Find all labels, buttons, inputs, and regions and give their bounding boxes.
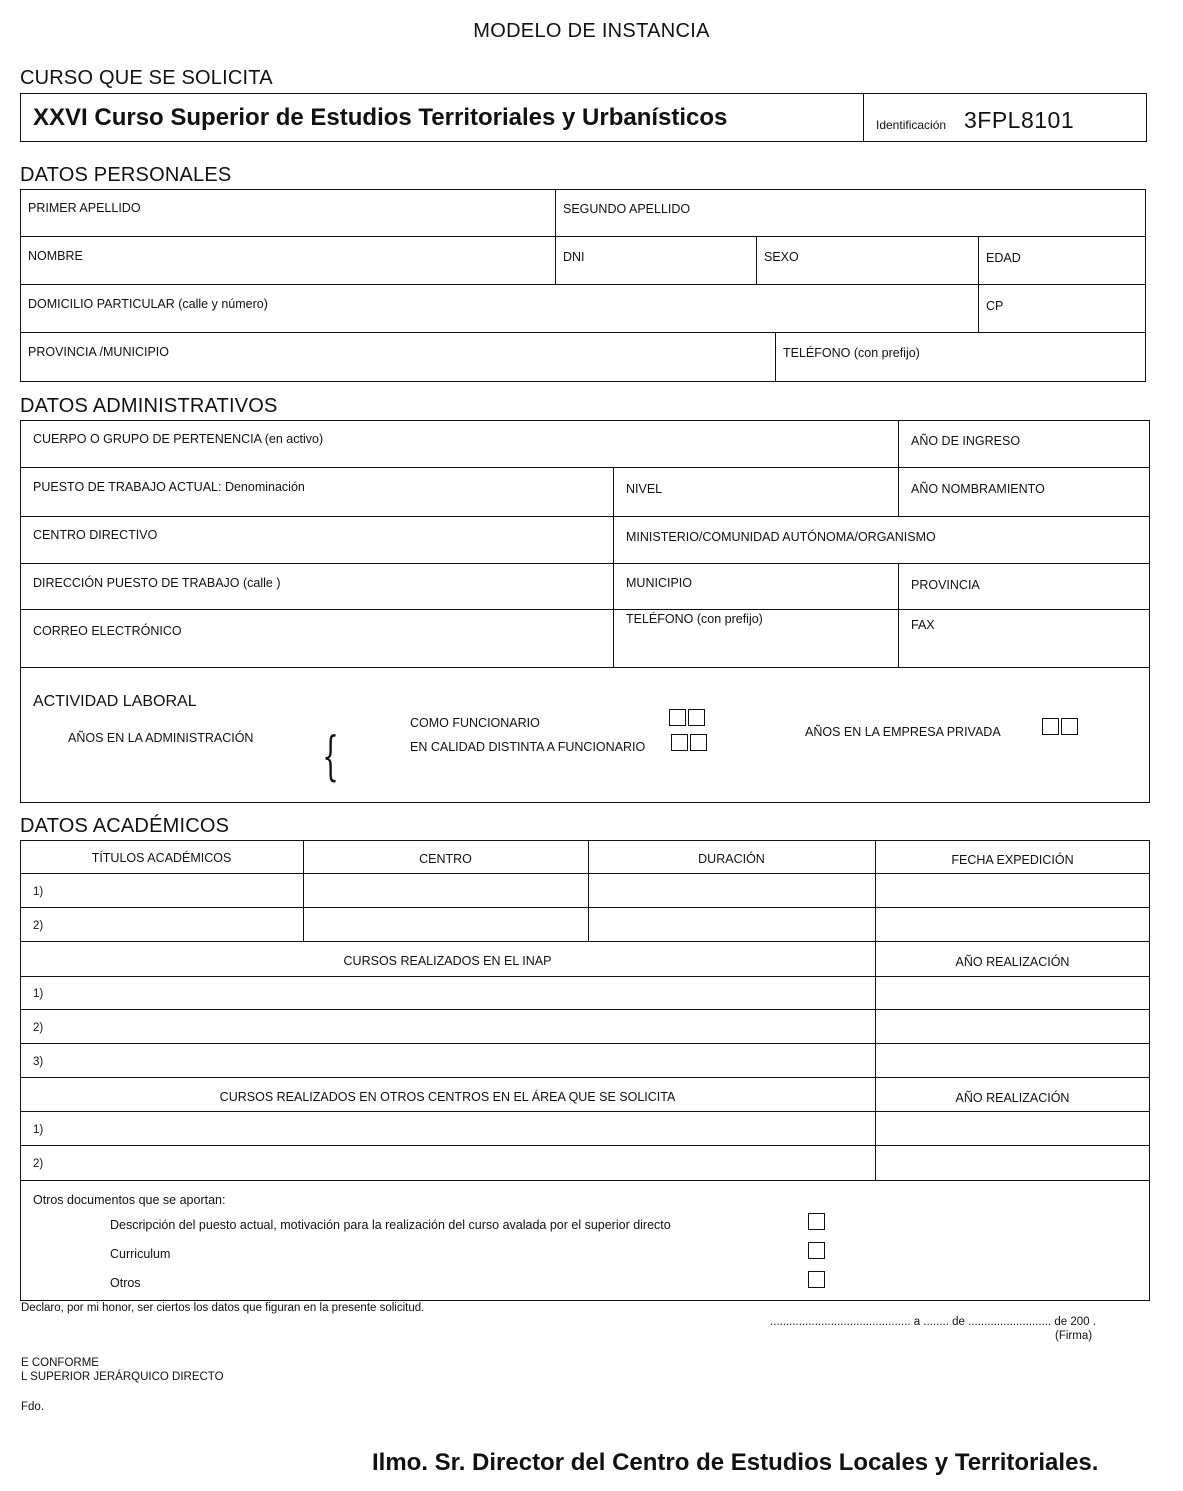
distinta-digit-2-box[interactable] [690,734,707,751]
divider [20,1180,1150,1181]
divider [20,1077,1150,1078]
divider [20,941,1150,942]
empresa-privada-label: AÑOS EN LA EMPRESA PRIVADA [805,725,1001,739]
doc-otros-checkbox[interactable] [808,1271,825,1288]
divider [20,873,1150,874]
provincia-municipio-field[interactable]: PROVINCIA /MUNICIPIO [28,345,169,359]
divider [20,976,1150,977]
doc-curriculum-checkbox[interactable] [808,1242,825,1259]
municipio-field[interactable]: MUNICIPIO [626,576,692,590]
anio-ingreso-field[interactable]: AÑO DE INGRESO [911,434,1021,448]
cp-field[interactable]: CP [986,299,1004,313]
divider [613,467,614,668]
inap-row-2[interactable]: 2) [33,1022,44,1034]
empresa-digit-2-box[interactable] [1061,718,1078,735]
direccion-field[interactable]: DIRECCIÓN PUESTO DE TRABAJO (calle ) [33,576,281,590]
col-header-fecha: FECHA EXPEDICIÓN [951,853,1074,867]
brace: { [322,727,339,787]
divider [555,189,556,285]
fax-field[interactable]: FAX [911,618,935,632]
firma-label: (Firma) [1055,1330,1093,1342]
centro-directivo-field[interactable]: CENTRO DIRECTIVO [33,528,158,542]
divider [756,236,757,285]
otros-row-2[interactable]: 2) [33,1158,44,1170]
divider [20,563,1150,564]
doc-curriculum-label: Curriculum [110,1247,171,1261]
titulo-row-2[interactable]: 2) [33,920,44,932]
divider [20,1111,1150,1112]
fdo-label: Fdo. [21,1401,45,1413]
divider [898,563,899,668]
empresa-digit-1-box[interactable] [1042,718,1059,735]
inap-header: CURSOS REALIZADOS EN EL INAP [343,954,552,968]
section-heading-academicos: DATOS ACADÉMICOS [20,815,230,837]
otros-centros-header: CURSOS REALIZADOS EN OTROS CENTROS EN EL ÁREA QUE SE SOLICITA [219,1090,676,1104]
page-title: MODELO DE INSTANCIA [473,20,710,42]
distinta-digit-1-box[interactable] [671,734,688,751]
declaracion-text: Declaro, por mi honor, ser ciertos los datos que figuran en la presente solicitud. [21,1302,425,1314]
divider [863,93,864,142]
divider [20,1145,1150,1146]
divider [20,516,1150,517]
divider [20,1043,1150,1044]
primer-apellido-field[interactable]: PRIMER APELLIDO [28,201,141,215]
destinatario: Ilmo. Sr. Director del Centro de Estudios Locales y Territoriales. [372,1449,1099,1476]
sexo-field[interactable]: SEXO [764,250,799,264]
conforme-line-1: E CONFORME [21,1357,99,1369]
anios-administracion-label: AÑOS EN LA ADMINISTRACIÓN [68,731,254,745]
divider [978,236,979,333]
conforme-line-2: L SUPERIOR JERÁRQUICO DIRECTO [21,1371,224,1383]
doc-descripcion-label: Descripción del puesto actual, motivación para la realización del curso avalada por el superior directo [110,1218,671,1232]
inap-row-1[interactable]: 1) [33,988,44,1000]
fecha-line[interactable]: ............................................ a ........ de .......................... de 200 . [770,1316,1096,1328]
telefono-personal-field[interactable]: TELÉFONO (con prefijo) [783,346,920,360]
divider [775,332,776,382]
col-header-centro: CENTRO [419,852,472,866]
identificacion-label: Identificación [876,118,947,132]
titulo-row-1[interactable]: 1) [33,886,44,898]
domicilio-field[interactable]: DOMICILIO PARTICULAR (calle y número) [28,297,268,311]
edad-field[interactable]: EDAD [986,251,1021,265]
funcionario-digit-2-box[interactable] [688,709,705,726]
section-heading-administrativos: DATOS ADMINISTRATIVOS [20,395,278,417]
nivel-field[interactable]: NIVEL [626,482,663,496]
funcionario-digit-1-box[interactable] [669,709,686,726]
inap-row-3[interactable]: 3) [33,1056,44,1068]
nombre-field[interactable]: NOMBRE [28,249,83,263]
col-header-duracion: DURACIÓN [698,852,765,866]
identificacion-value: 3FPL8101 [964,107,1075,133]
divider [875,840,876,1181]
otros-anio-header: AÑO REALIZACIÓN [955,1091,1070,1105]
section-heading-curso: CURSO QUE SE SOLICITA [20,67,273,89]
divider [20,467,1150,468]
otros-row-1[interactable]: 1) [33,1124,44,1136]
col-header-titulos: TÍTULOS ACADÉMICOS [91,851,232,865]
doc-descripcion-checkbox[interactable] [808,1213,825,1230]
divider [20,667,1150,668]
anio-nombramiento-field[interactable]: AÑO NOMBRAMIENTO [911,482,1045,496]
correo-field[interactable]: CORREO ELECTRÓNICO [33,624,182,638]
section-heading-personales: DATOS PERSONALES [20,164,232,186]
divider [898,467,899,517]
divider [20,1009,1150,1010]
doc-otros-label: Otros [110,1276,141,1290]
inap-anio-header: AÑO REALIZACIÓN [955,955,1070,969]
telefono-admin-field[interactable]: TELÉFONO (con prefijo) [626,612,763,626]
provincia-admin-field[interactable]: PROVINCIA [911,578,980,592]
divider [20,609,1150,610]
divider [898,420,899,468]
dni-field[interactable]: DNI [563,250,585,264]
curso-name: XXVI Curso Superior de Estudios Territoriales y Urbanísticos [33,104,728,131]
segundo-apellido-field[interactable]: SEGUNDO APELLIDO [563,202,691,216]
actividad-laboral-label: ACTIVIDAD LABORAL [33,693,197,710]
divider [20,907,1150,908]
como-funcionario-label: COMO FUNCIONARIO [410,716,540,730]
puesto-field[interactable]: PUESTO DE TRABAJO ACTUAL: Denominación [33,480,305,494]
otros-documentos-label: Otros documentos que se aportan: [33,1193,226,1207]
calidad-distinta-label: EN CALIDAD DISTINTA A FUNCIONARIO [410,740,646,754]
cuerpo-field[interactable]: CUERPO O GRUPO DE PERTENENCIA (en activo) [33,432,324,446]
ministerio-field[interactable]: MINISTERIO/COMUNIDAD AUTÓNOMA/ORGANISMO [626,530,936,544]
